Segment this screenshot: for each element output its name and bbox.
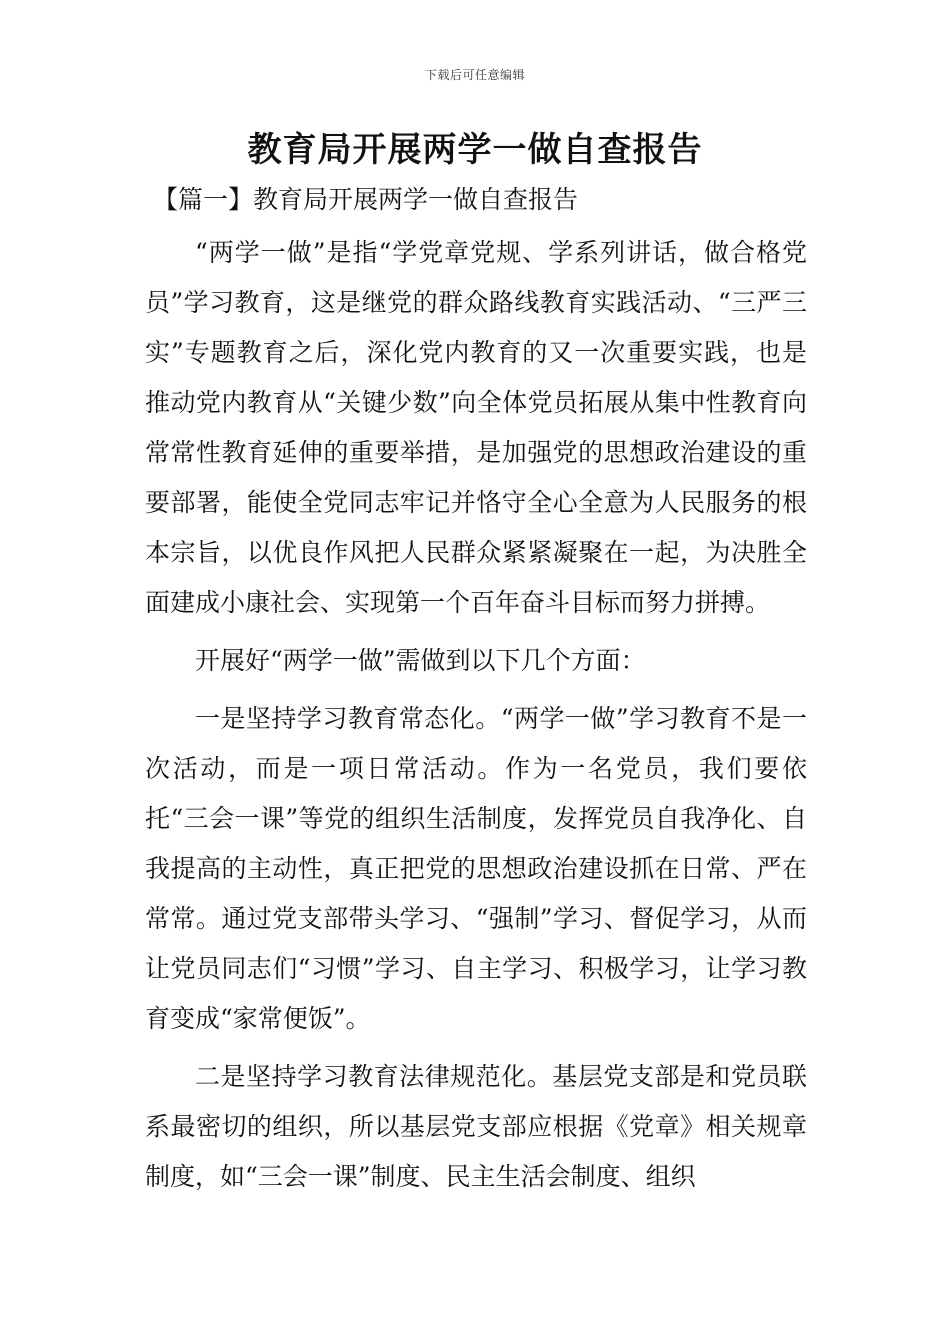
paragraph-intro: “两学一做”是指“学党章党规、学系列讲话，做合格党员”学习教育，这是继党的群众路线教育实践活动、“三严三实”专题教育之后，深化党内教育的又一次重要实践，也是推动党内教育从“关键少数”向全体党员拓展从集中性教育向常常性教育延伸的重要举措，是加强党的思想政治建设的重要部署，能使全党同志牢记并恪守全心全意为人民服务的根本宗旨，以优良作风把人民群众紧紧凝聚在一起，为决胜全面建成小康社会、实现第一个百年奋斗目标而努力拼搏。 <box>145 238 807 617</box>
section-heading: 【篇一】教育局开展两学一做自查报告 <box>153 185 579 214</box>
paragraph-point-two: 二是坚持学习教育法律规范化。基层党支部是和党员联系最密切的组织，所以基层党支部应根据《党章》相关规章制度，如“三会一课”制度、民主生活会制度、组织 <box>145 1062 807 1191</box>
paragraph-aspects-lead: 开展好“两学一做”需做到以下几个方面： <box>195 646 646 675</box>
paragraph-point-one: 一是坚持学习教育常态化。“两学一做”学习教育不是一次活动，而是一项日常活动。作为一名党员，我们要依托“三会一课”等党的组织生活制度，发挥党员自我净化、自我提高的主动性，真正把党的思想政治建设抓在日常、严在常常。通过党支部带头学习、“强制”学习、督促学习，从而让党员同志们“习惯”学习、自主学习、积极学习，让学习教育变成“家常便饭”。 <box>145 704 807 1033</box>
document-body <box>145 180 807 1202</box>
document-title: 教育局开展两学一做自查报告 <box>247 130 703 170</box>
page-header-note: 下载后可任意编辑 <box>424 68 525 82</box>
